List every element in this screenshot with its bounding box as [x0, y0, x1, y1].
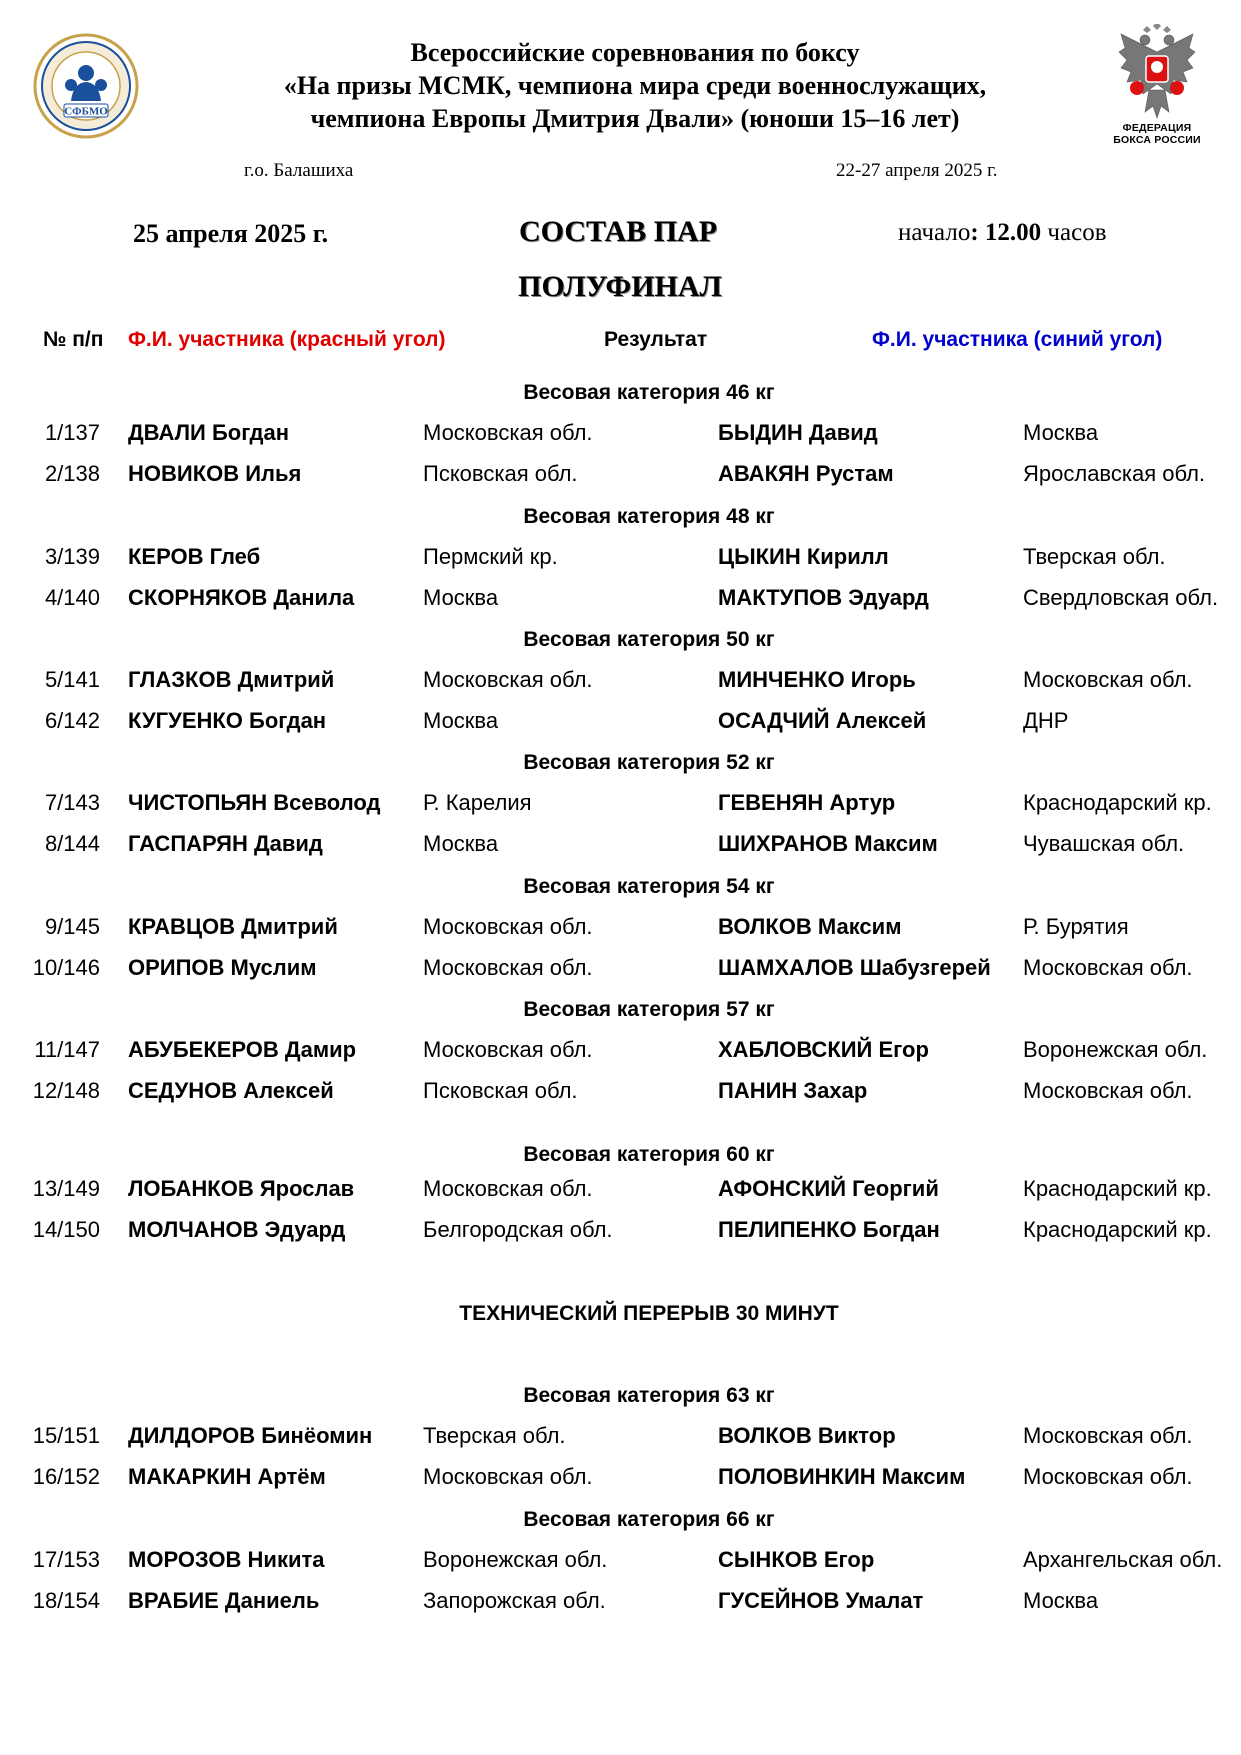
red-corner-region: Москва — [423, 585, 499, 610]
blue-corner-region: Краснодарский кр. — [1023, 1176, 1212, 1201]
blue-corner-name: БЫДИН Давид — [718, 420, 878, 445]
blue-corner-region: Московская обл. — [1023, 955, 1193, 980]
bout-number: 8/144 — [44, 831, 100, 856]
blue-corner-name: ХАБЛОВСКИЙ Егор — [718, 1037, 929, 1062]
red-corner-region: Московская обл. — [423, 1037, 593, 1062]
federation-name-line-1: ФЕДЕРАЦИЯ — [1122, 122, 1192, 134]
red-corner-name: НОВИКОВ Илья — [128, 461, 302, 486]
bout-row — [0, 914, 1241, 944]
red-corner-name: КУГУЕНКО Богдан — [128, 708, 327, 733]
weight-category-heading: Весовая категория 50 кг — [523, 628, 775, 651]
bout-row — [0, 1176, 1241, 1206]
red-corner-name: КЕРОВ Глеб — [128, 544, 261, 569]
stage-title: ПОЛУФИНАЛ — [518, 270, 722, 303]
bout-row — [0, 1217, 1241, 1247]
bout-number: 10/146 — [32, 955, 100, 980]
red-corner-name: ОРИПОВ Муслим — [128, 955, 317, 980]
title-line-2: «На призы МСМК, чемпиона мира среди военнослужащих, — [283, 71, 987, 100]
bout-number: 11/147 — [34, 1037, 100, 1062]
bout-number: 3/139 — [44, 544, 100, 569]
blue-corner-region: Ярославская обл. — [1023, 461, 1206, 486]
double-headed-eagle-icon — [1115, 24, 1199, 122]
bout-number: 18/154 — [32, 1588, 100, 1613]
sfbmo-logo — [33, 33, 139, 139]
bout-number: 14/150 — [32, 1217, 100, 1242]
blue-corner-region: Московская обл. — [1023, 1464, 1193, 1489]
red-corner-region: Московская обл. — [423, 667, 593, 692]
blue-corner-region: Московская обл. — [1023, 1423, 1193, 1448]
boxing-federation-emblem-icon — [33, 33, 139, 139]
bout-row — [0, 1464, 1241, 1494]
weight-category-heading: Весовая категория 46 кг — [523, 381, 775, 404]
bout-number: 16/152 — [32, 1464, 100, 1489]
bout-number: 12/148 — [32, 1078, 100, 1103]
blue-corner-region: Московская обл. — [1023, 667, 1193, 692]
blue-corner-region: Свердловская обл. — [1023, 585, 1219, 610]
bout-row — [0, 1423, 1241, 1453]
column-header-blue-corner: Ф.И. участника (синий угол) — [872, 328, 1163, 351]
start-time — [898, 219, 1107, 247]
red-corner-region: Псковская обл. — [423, 1078, 578, 1103]
red-corner-region: Московская обл. — [423, 1464, 593, 1489]
blue-corner-region: Тверская обл. — [1023, 544, 1166, 569]
bout-number: 5/141 — [44, 667, 100, 692]
red-corner-region: Запорожская обл. — [423, 1588, 606, 1613]
event-title — [160, 36, 1110, 135]
blue-corner-region: ДНР — [1023, 708, 1069, 733]
document-title: СОСТАВ ПАР — [518, 215, 718, 248]
blue-corner-name: МАКТУПОВ Эдуард — [718, 585, 929, 610]
blue-corner-region: Чувашская обл. — [1023, 831, 1185, 856]
weight-category-heading: Весовая категория 52 кг — [523, 751, 775, 774]
blue-corner-name: ГУСЕЙНОВ Умалат — [718, 1588, 924, 1613]
start-label: начало — [898, 219, 971, 246]
red-corner-name: АБУБЕКЕРОВ Дамир — [128, 1037, 357, 1062]
red-corner-region: Московская обл. — [423, 955, 593, 980]
blue-corner-name: ШИХРАНОВ Максим — [718, 831, 938, 856]
red-corner-region: Тверская обл. — [423, 1423, 566, 1448]
event-dates: 22-27 апреля 2025 г. — [836, 160, 998, 181]
weight-category-heading: Весовая категория 66 кг — [523, 1508, 775, 1531]
bout-row — [0, 955, 1241, 985]
red-corner-region: Белгородская обл. — [423, 1217, 613, 1242]
red-corner-name: МОРОЗОВ Никита — [128, 1547, 325, 1572]
red-corner-region: Пермский кр. — [423, 544, 558, 569]
red-corner-region: Воронежская обл. — [423, 1547, 608, 1572]
blue-corner-name: СЫНКОВ Егор — [718, 1547, 875, 1572]
bout-number: 9/145 — [44, 914, 100, 939]
red-corner-name: ЧИСТОПЬЯН Всеволод — [128, 790, 381, 815]
red-corner-region: Р. Карелия — [423, 790, 532, 815]
bout-row — [0, 831, 1241, 861]
red-corner-name: ДИЛДОРОВ Бинёомин — [128, 1423, 373, 1448]
weight-category-heading: Весовая категория 63 кг — [523, 1384, 775, 1407]
blue-corner-region: Архангельская обл. — [1023, 1547, 1223, 1572]
red-corner-region: Псковская обл. — [423, 461, 578, 486]
bout-number: 13/149 — [32, 1176, 100, 1201]
blue-corner-name: АВАКЯН Рустам — [718, 461, 894, 486]
bout-row — [0, 461, 1241, 491]
bout-number: 2/138 — [44, 461, 100, 486]
bout-row — [0, 790, 1241, 820]
bout-row — [0, 1037, 1241, 1067]
blue-corner-name: ОСАДЧИЙ Алексей — [718, 708, 927, 733]
bout-number: 4/140 — [44, 585, 100, 610]
red-corner-name: ГАСПАРЯН Давид — [128, 831, 323, 856]
red-corner-name: ДВАЛИ Богдан — [128, 420, 290, 445]
federation-name-line-2: БОКСА РОССИИ — [1113, 134, 1201, 146]
blue-corner-name: АФОНСКИЙ Георгий — [718, 1176, 939, 1201]
bout-number: 17/153 — [32, 1547, 100, 1572]
weight-category-heading: Весовая категория 48 кг — [523, 505, 775, 528]
red-corner-name: КРАВЦОВ Дмитрий — [128, 914, 338, 939]
blue-corner-name: МИНЧЕНКО Игорь — [718, 667, 916, 692]
red-corner-name: МОЛЧАНОВ Эдуард — [128, 1217, 346, 1242]
blue-corner-region: Краснодарский кр. — [1023, 1217, 1212, 1242]
blue-corner-name: ЦЫКИН Кирилл — [718, 544, 889, 569]
blue-corner-name: ГЕВЕНЯН Артур — [718, 790, 896, 815]
bout-number: 7/143 — [44, 790, 100, 815]
red-corner-region: Москва — [423, 708, 499, 733]
blue-corner-name: ШАМХАЛОВ Шабузгерей — [718, 955, 991, 980]
bout-row — [0, 1078, 1241, 1108]
blue-corner-region: Воронежская обл. — [1023, 1037, 1208, 1062]
red-corner-region: Московская обл. — [423, 914, 593, 939]
column-header-result: Результат — [604, 328, 708, 351]
red-corner-region: Москва — [423, 831, 499, 856]
bout-row — [0, 544, 1241, 574]
session-date: 25 апреля 2025 г. — [133, 219, 329, 248]
blue-corner-region: Москва — [1023, 1588, 1099, 1613]
weight-category-heading: Весовая категория 57 кг — [523, 998, 775, 1021]
blue-corner-name: ВОЛКОВ Виктор — [718, 1423, 896, 1448]
weight-category-heading: Весовая категория 60 кг — [523, 1143, 775, 1166]
column-header-number: № п/п — [43, 328, 104, 351]
blue-corner-region: Краснодарский кр. — [1023, 790, 1212, 815]
blue-corner-region: Р. Бурятия — [1023, 914, 1129, 939]
title-line-1: Всероссийские соревнования по боксу — [410, 38, 860, 67]
blue-corner-region: Москва — [1023, 420, 1099, 445]
bout-row — [0, 1588, 1241, 1618]
red-corner-region: Московская обл. — [423, 1176, 593, 1201]
bout-row — [0, 667, 1241, 697]
bout-row — [0, 585, 1241, 615]
city: г.о. Балашиха — [244, 160, 354, 181]
red-corner-name: СЕДУНОВ Алексей — [128, 1078, 334, 1103]
bout-row — [0, 420, 1241, 450]
bout-number: 15/151 — [32, 1423, 100, 1448]
technical-break-note: ТЕХНИЧЕСКИЙ ПЕРЕРЫВ 30 МИНУТ — [459, 1302, 839, 1325]
red-corner-name: МАКАРКИН Артём — [128, 1464, 326, 1489]
blue-corner-name: ПОЛОВИНКИН Максим — [718, 1464, 966, 1489]
blue-corner-name: ВОЛКОВ Максим — [718, 914, 902, 939]
title-line-3: чемпиона Европы Дмитрия Двали» (юноши 15–16 лет) — [310, 104, 960, 133]
red-corner-name: СКОРНЯКОВ Данила — [128, 585, 355, 610]
start-unit: часов — [1041, 219, 1107, 246]
bout-number: 1/137 — [44, 420, 100, 445]
bout-number: 6/142 — [44, 708, 100, 733]
blue-corner-name: ПАНИН Захар — [718, 1078, 868, 1103]
bout-row — [0, 1547, 1241, 1577]
boxing-federation-russia-logo — [1102, 24, 1212, 154]
red-corner-name: ВРАБИЕ Даниель — [128, 1588, 320, 1613]
blue-corner-region: Московская обл. — [1023, 1078, 1193, 1103]
start-time-value: : 12.00 — [970, 219, 1042, 246]
weight-category-heading: Весовая категория 54 кг — [523, 875, 775, 898]
column-header-red-corner: Ф.И. участника (красный угол) — [128, 328, 446, 351]
bout-row — [0, 708, 1241, 738]
logo-left-text: СФБМО — [64, 105, 108, 118]
red-corner-name: ЛОБАНКОВ Ярослав — [128, 1176, 355, 1201]
red-corner-name: ГЛАЗКОВ Дмитрий — [128, 667, 335, 692]
red-corner-region: Московская обл. — [423, 420, 593, 445]
blue-corner-name: ПЕЛИПЕНКО Богдан — [718, 1217, 940, 1242]
